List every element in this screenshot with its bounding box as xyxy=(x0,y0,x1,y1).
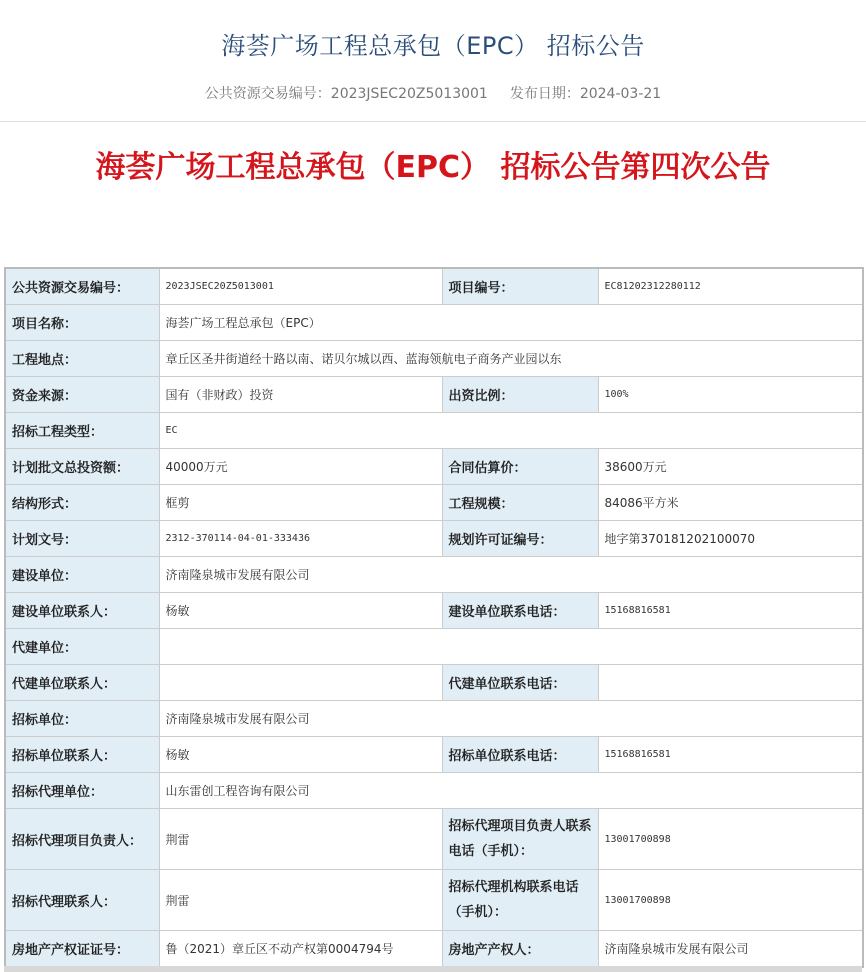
table-label: 招标代理项目负责人： xyxy=(5,809,159,870)
table-value: 框剪 xyxy=(159,485,442,521)
table-row xyxy=(5,665,863,701)
table-label: 建设单位联系电话： xyxy=(442,593,598,629)
table-row xyxy=(5,449,863,485)
table-value: 38600万元 xyxy=(598,449,863,485)
table-row xyxy=(5,268,863,305)
table-label: 代建单位联系人： xyxy=(5,665,159,701)
table-label: 公共资源交易编号： xyxy=(5,268,159,305)
table-value: 15168816581 xyxy=(598,593,863,629)
table-value: 13001700898 xyxy=(598,870,863,931)
table-value: 13001700898 xyxy=(598,809,863,870)
table-value xyxy=(159,665,442,701)
table-bottom-edge xyxy=(4,966,862,972)
table-value: 济南隆泉城市发展有限公司 xyxy=(159,701,863,737)
table-row xyxy=(5,557,863,593)
table-row xyxy=(5,377,863,413)
table-row xyxy=(5,701,863,737)
table-value xyxy=(159,629,863,665)
table-row xyxy=(5,521,863,557)
table-value: 2312-370114-04-01-333436 xyxy=(159,521,442,557)
table-value: 地字第370181202100070 xyxy=(598,521,863,557)
table-row xyxy=(5,305,863,341)
table-value: 15168816581 xyxy=(598,737,863,773)
publish-date-value: 2024-03-21 xyxy=(579,86,662,102)
table-row xyxy=(5,809,863,870)
table-label: 房地产产权人： xyxy=(442,931,598,968)
table-label: 工程地点： xyxy=(5,341,159,377)
table-row xyxy=(5,593,863,629)
table-value: 杨敏 xyxy=(159,737,442,773)
table-label: 资金来源： xyxy=(5,377,159,413)
table-label: 招标代理单位： xyxy=(5,773,159,809)
table-row xyxy=(5,931,863,968)
table-row xyxy=(5,737,863,773)
table-value: EC81202312280112 xyxy=(598,268,863,305)
table-label: 计划批文总投资额： xyxy=(5,449,159,485)
table-value: 84086平方米 xyxy=(598,485,863,521)
table-label: 招标单位联系电话： xyxy=(442,737,598,773)
table-value: 杨敏 xyxy=(159,593,442,629)
table-label: 房地产产权证证号： xyxy=(5,931,159,968)
table-value: 山东雷创工程咨询有限公司 xyxy=(159,773,863,809)
table-value: 国有（非财政）投资 xyxy=(159,377,442,413)
table-label: 规划许可证编号： xyxy=(442,521,598,557)
project-info-table xyxy=(4,267,864,968)
table-label: 项目名称： xyxy=(5,305,159,341)
table-label: 项目编号： xyxy=(442,268,598,305)
table-label: 招标单位联系人： xyxy=(5,737,159,773)
table-row xyxy=(5,870,863,931)
table-row xyxy=(5,413,863,449)
announcement-headline: 海荟广场工程总承包（EPC） 招标公告第四次公告 xyxy=(95,150,771,185)
table-label: 建设单位： xyxy=(5,557,159,593)
table-value: 100% xyxy=(598,377,863,413)
publish-date-label: 发布日期： xyxy=(509,86,580,102)
table-value: 鲁（2021）章丘区不动产权第0004794号 xyxy=(159,931,442,968)
table-label: 招标单位： xyxy=(5,701,159,737)
table-label: 招标代理项目负责人联系电话（手机）： xyxy=(442,809,598,870)
table-value: 2023JSEC20Z5013001 xyxy=(159,268,442,305)
table-value: EC xyxy=(159,413,863,449)
table-value: 海荟广场工程总承包（EPC） xyxy=(159,305,863,341)
table-value: 济南隆泉城市发展有限公司 xyxy=(159,557,863,593)
page-meta xyxy=(0,83,866,103)
table-value: 荆雷 xyxy=(159,809,442,870)
page-title: 海荟广场工程总承包（EPC） 招标公告 xyxy=(221,32,645,60)
divider xyxy=(0,121,866,122)
table-value xyxy=(598,665,863,701)
table-row xyxy=(5,773,863,809)
table-label: 建设单位联系人： xyxy=(5,593,159,629)
table-value: 40000万元 xyxy=(159,449,442,485)
trade-no-value: 2023JSEC20Z5013001 xyxy=(330,86,488,102)
table-label: 工程规模： xyxy=(442,485,598,521)
table-label: 代建单位联系电话： xyxy=(442,665,598,701)
table-label: 出资比例： xyxy=(442,377,598,413)
table-label: 合同估算价： xyxy=(442,449,598,485)
table-label: 招标代理机构联系电话（手机）： xyxy=(442,870,598,931)
table-value: 荆雷 xyxy=(159,870,442,931)
table-label: 招标代理联系人： xyxy=(5,870,159,931)
table-label: 结构形式： xyxy=(5,485,159,521)
table-row xyxy=(5,341,863,377)
table-value: 济南隆泉城市发展有限公司 xyxy=(598,931,863,968)
trade-no-label: 公共资源交易编号： xyxy=(204,86,331,102)
table-row xyxy=(5,629,863,665)
table-label: 代建单位： xyxy=(5,629,159,665)
table-label: 招标工程类型： xyxy=(5,413,159,449)
table-row xyxy=(5,485,863,521)
table-label: 计划文号： xyxy=(5,521,159,557)
table-value: 章丘区圣井街道经十路以南、诺贝尔城以西、蓝海领航电子商务产业园以东 xyxy=(159,341,863,377)
